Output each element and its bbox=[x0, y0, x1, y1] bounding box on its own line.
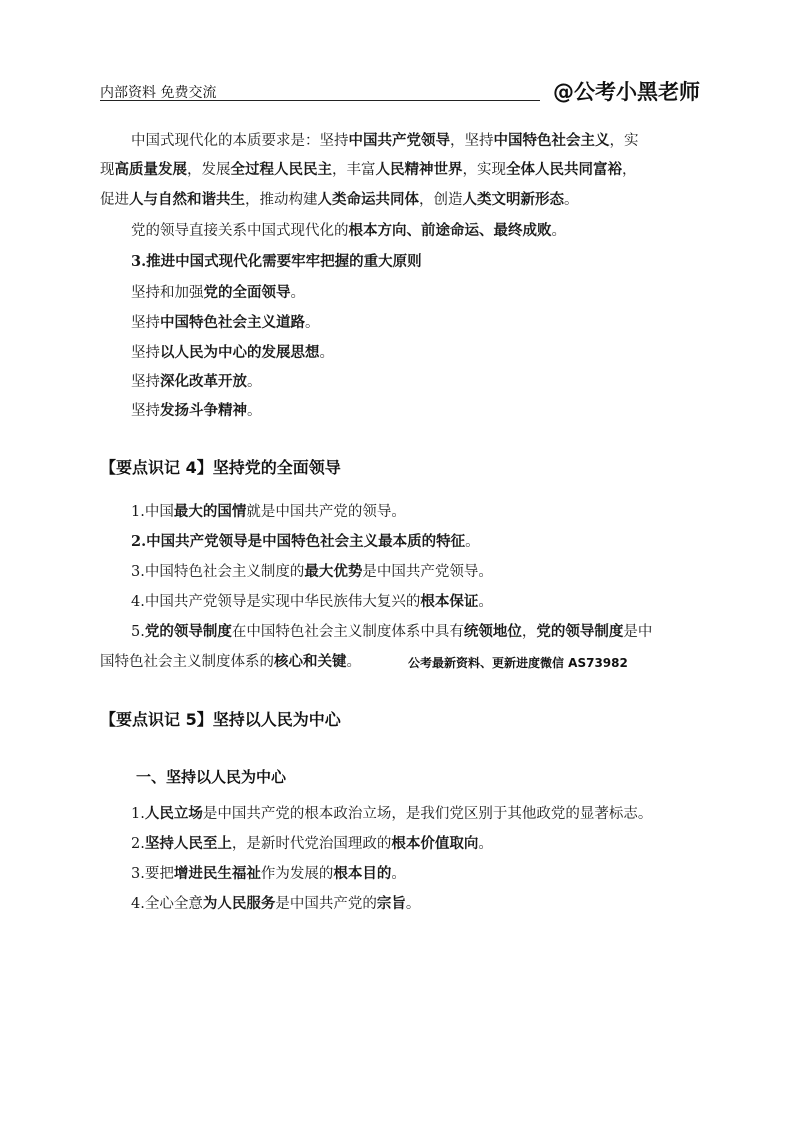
emphasis-text: 核心和关键 bbox=[274, 653, 347, 670]
wechat-note: 公考最新资料、更新进度微信 AS73982 bbox=[408, 656, 628, 670]
emphasis-text: 深化改革开放 bbox=[160, 373, 247, 390]
body-text: 。 bbox=[391, 866, 406, 882]
body-text: 。 bbox=[290, 285, 305, 301]
page-header bbox=[100, 76, 700, 104]
body-text: 5. bbox=[131, 624, 145, 640]
section-5-item bbox=[131, 834, 493, 854]
body-text: 。 bbox=[319, 345, 334, 361]
body-text: ，实 bbox=[609, 133, 639, 149]
emphasis-text: 全过程人民民主 bbox=[230, 161, 332, 178]
body-text: 。 bbox=[405, 896, 421, 912]
emphasis-text: 根本价值取向 bbox=[391, 835, 479, 852]
section-5-item bbox=[131, 894, 420, 914]
section-5-title: 【要点识记 5】坚持以人民为中心 bbox=[100, 710, 341, 729]
emphasis-text: 中国特色社会主义 bbox=[493, 132, 610, 149]
emphasis-text: 2.中国共产党领导是中国特色社会主义最本质的特征 bbox=[131, 533, 466, 550]
emphasis-text: 根本保证 bbox=[420, 593, 479, 610]
body-text: 4.中国共产党领导是实现中华民族伟大复兴的 bbox=[131, 594, 421, 610]
body-text: ， bbox=[622, 162, 637, 178]
intro-line-1 bbox=[131, 131, 639, 151]
body-text: 。 bbox=[247, 403, 262, 419]
section-4-item-5-line-1 bbox=[131, 622, 652, 642]
section-5-item bbox=[131, 864, 406, 884]
body-text: 就是中国共产党的领导。 bbox=[246, 504, 406, 520]
emphasis-text: 人民立场 bbox=[144, 805, 203, 822]
emphasis-text: 为人民服务 bbox=[202, 895, 276, 912]
body-text: 在中国特色社会主义制度体系中具有 bbox=[231, 624, 464, 640]
emphasis-text: 中国特色社会主义道路 bbox=[160, 314, 305, 331]
body-text: 。 bbox=[478, 594, 493, 610]
body-text: 坚持 bbox=[131, 345, 160, 361]
body-text: 。 bbox=[564, 192, 579, 208]
body-text: ，是新时代党治国理政的 bbox=[231, 836, 392, 852]
section-4-item bbox=[131, 592, 493, 612]
principle-item bbox=[131, 372, 262, 392]
body-text: 是中国共产党领导。 bbox=[362, 564, 493, 580]
body-text: 是中国共产党的根本政治立场，是我们党区别于其他政党的显著标志。 bbox=[202, 806, 653, 822]
body-text: 促进 bbox=[100, 192, 129, 208]
body-text: 。 bbox=[551, 223, 566, 239]
intro-line-2 bbox=[100, 160, 637, 180]
body-text: 2. bbox=[131, 836, 145, 852]
section-4-title: 【要点识记 4】坚持党的全面领导 bbox=[100, 458, 341, 477]
section-4-item-5-line-2 bbox=[100, 652, 361, 672]
body-text: ，丰富 bbox=[332, 162, 376, 178]
body-text: 。 bbox=[247, 374, 262, 390]
section-5-subtitle: 一、坚持以人民为中心 bbox=[136, 768, 287, 786]
body-text: 3.要把 bbox=[131, 866, 174, 882]
body-text: ，发展 bbox=[187, 162, 231, 178]
body-text: 坚持和加强 bbox=[131, 285, 204, 301]
body-text: 作为发展的 bbox=[260, 866, 334, 882]
section-4-item bbox=[131, 532, 480, 552]
emphasis-text: 根本方向、前途命运、最终成败 bbox=[348, 222, 552, 239]
body-text: 4.全心全意 bbox=[131, 896, 203, 912]
body-text: 现 bbox=[100, 162, 115, 178]
principle-item bbox=[131, 283, 305, 303]
body-text: 1.中国 bbox=[131, 504, 174, 520]
intro-line-3 bbox=[100, 190, 579, 210]
body-text: 是中国共产党的 bbox=[275, 896, 377, 912]
body-text: 坚持 bbox=[131, 374, 160, 390]
body-text: 3.中国特色社会主义制度的 bbox=[131, 564, 305, 580]
header-rule bbox=[100, 100, 540, 101]
principle-item bbox=[131, 313, 320, 333]
emphasis-text: 党的全面领导 bbox=[203, 284, 291, 301]
principles-heading: 3.推进中国式现代化需要牢牢把握的重大原则 bbox=[131, 253, 422, 270]
emphasis-text: 人与自然和谐共生 bbox=[129, 191, 245, 208]
emphasis-text: 全体人民共同富裕 bbox=[506, 161, 622, 178]
header-note: 内部资料 免费交流 bbox=[100, 85, 217, 101]
emphasis-text: 坚持人民至上 bbox=[144, 835, 232, 852]
body-text: 坚持 bbox=[131, 403, 160, 419]
emphasis-text: 发扬斗争精神 bbox=[160, 402, 247, 419]
header-brand: @公考小黑老师 bbox=[553, 80, 700, 104]
intro-paragraph-2 bbox=[131, 221, 566, 241]
body-text: 是中 bbox=[623, 624, 653, 640]
body-text: 国特色社会主义制度体系的 bbox=[100, 654, 274, 670]
body-text: 。 bbox=[305, 315, 320, 331]
section-4-item bbox=[131, 562, 493, 582]
body-text: 。 bbox=[478, 836, 493, 852]
section-5-item bbox=[131, 804, 652, 824]
body-text: 。 bbox=[346, 654, 361, 670]
body-text: 党的领导直接关系中国式现代化的 bbox=[131, 223, 349, 239]
emphasis-text: 人类文明新形态 bbox=[462, 191, 564, 208]
emphasis-text: 以人民为中心的发展思想 bbox=[160, 344, 320, 361]
emphasis-text: 统领地位 bbox=[463, 623, 522, 640]
body-text: ，实现 bbox=[462, 162, 506, 178]
emphasis-text: 最大优势 bbox=[304, 563, 363, 580]
body-text: ，推动构建 bbox=[245, 192, 318, 208]
emphasis-text: 党的领导制度 bbox=[144, 623, 232, 640]
emphasis-text: 人民精神世界 bbox=[375, 161, 463, 178]
body-text: 1. bbox=[131, 806, 145, 822]
body-text: 中国式现代化的本质要求是：坚持 bbox=[131, 133, 349, 149]
body-text: ，坚持 bbox=[450, 133, 494, 149]
body-text: ， bbox=[521, 624, 537, 640]
body-text: ，创造 bbox=[419, 192, 463, 208]
emphasis-text: 根本目的 bbox=[333, 865, 392, 882]
emphasis-text: 党的领导制度 bbox=[536, 623, 624, 640]
emphasis-text: 增进民生福祉 bbox=[173, 865, 261, 882]
emphasis-text: 宗旨 bbox=[376, 895, 406, 912]
principle-item bbox=[131, 343, 334, 363]
principle-item bbox=[131, 401, 262, 421]
body-text: 。 bbox=[465, 534, 480, 550]
emphasis-text: 最大的国情 bbox=[173, 503, 247, 520]
section-4-item bbox=[131, 502, 406, 522]
emphasis-text: 人类命运共同体 bbox=[317, 191, 419, 208]
emphasis-text: 高质量发展 bbox=[114, 161, 187, 178]
emphasis-text: 中国共产党领导 bbox=[348, 132, 450, 149]
body-text: 坚持 bbox=[131, 315, 160, 331]
